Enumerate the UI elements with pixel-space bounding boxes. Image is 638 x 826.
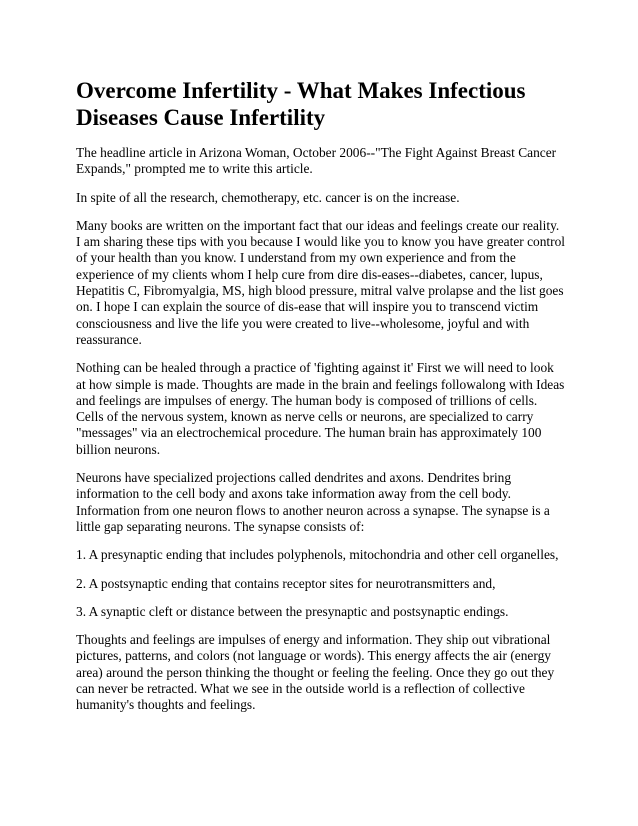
paragraph-books: Many books are written on the important fact that our ideas and feelings create our reality. I am sharing these tips with you because I would like you to know you have greater control of your health than you know. I understand from my own experience and from the experience of my clients whom I help cure from dire dis-eases--diabetes, cancer, lupus, Hepatitis C, Fibromyalgia, MS, high blood pressure, mitral valve prolapse and the list goes on. I hope I can explain the source of dis-ease that will inspire you to transcend victim consciousness and live the life you were created to live--wholesome, joyful and with reassurance. — [76, 217, 566, 347]
paragraph-energy: Thoughts and feelings are impulses of energy and information. They ship out vibrational pictures, patterns, and colors (not language or words). This energy affects the air (energy area) around the person thinking the thought or feeling the feeling. Once they go out they can never be retracted. What we see in the outside world is a reflection of collective humanity's thoughts and feelings. — [76, 632, 555, 713]
article-title: Overcome Infertility - What Makes Infectious Diseases Cause Infertility — [76, 78, 526, 130]
paragraph-cancer-increase: In spite of all the research, chemotherapy, etc. cancer is on the increase. — [76, 189, 460, 205]
list-item-presynaptic: 1. A presynaptic ending that includes polyphenols, mitochondria and other cell organelles, — [76, 547, 559, 563]
paragraph-neurons: Neurons have specialized projections called dendrites and axons. Dendrites bring information to the cell body and axons take information away from the cell body. Information from one neuron flows to another neuron across a synapse. The synapse is a little gap separating neurons. The synapse consists of: — [76, 470, 550, 534]
list-item-synaptic-cleft: 3. A synaptic cleft or distance between the presynaptic and postsynaptic endings. — [76, 603, 509, 619]
list-item-postsynaptic: 2. A postsynaptic ending that contains receptor sites for neurotransmitters and, — [76, 575, 496, 591]
paragraph-healing: Nothing can be healed through a practice of 'fighting against it' First we will need to look at how simple is made. Thoughts are made in the brain and feelings followalong with Ideas and feelings are impulses of energy. The human body is composed of trillions of cells. Cells of the nervous system, known as nerve cells or neurons, are specialized to carry "messages" via an electrochemical procedure. The human brain has approximately 100 billion neurons. — [76, 360, 565, 457]
paragraph-intro: The headline article in Arizona Woman, October 2006--"The Fight Against Breast Cancer Expands," prompted me to write this article. — [76, 145, 557, 177]
document-page — [76, 77, 566, 726]
